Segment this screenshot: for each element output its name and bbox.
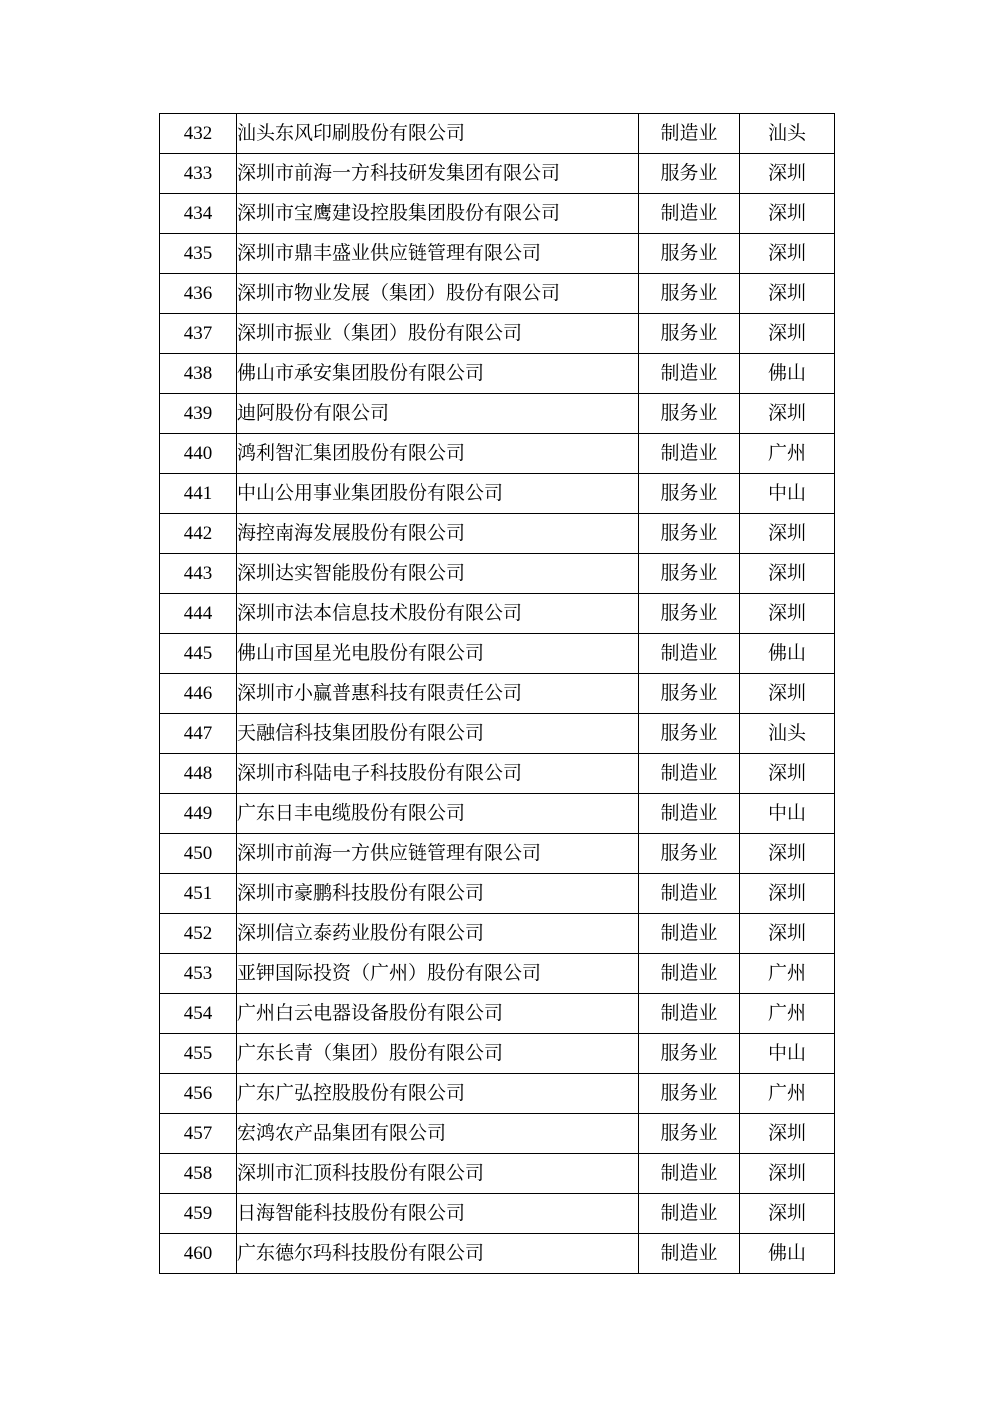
cell-city: 广州 (740, 954, 835, 994)
table-row (160, 994, 835, 1034)
table-row (160, 394, 835, 434)
cell-company-name: 深圳信立泰药业股份有限公司 (237, 914, 639, 954)
cell-city: 广州 (740, 1074, 835, 1114)
cell-index: 445 (160, 634, 237, 674)
cell-city: 深圳 (740, 514, 835, 554)
cell-index: 460 (160, 1234, 237, 1274)
cell-industry: 服务业 (639, 674, 740, 714)
cell-city: 佛山 (740, 634, 835, 674)
cell-industry: 服务业 (639, 1114, 740, 1154)
cell-industry: 服务业 (639, 274, 740, 314)
cell-city: 汕头 (740, 114, 835, 154)
cell-index: 448 (160, 754, 237, 794)
cell-company-name: 亚钾国际投资（广州）股份有限公司 (237, 954, 639, 994)
table-row (160, 514, 835, 554)
cell-industry: 服务业 (639, 474, 740, 514)
table-row (160, 714, 835, 754)
cell-city: 深圳 (740, 154, 835, 194)
cell-company-name: 天融信科技集团股份有限公司 (237, 714, 639, 754)
cell-index: 457 (160, 1114, 237, 1154)
cell-index: 453 (160, 954, 237, 994)
cell-index: 450 (160, 834, 237, 874)
table-row (160, 314, 835, 354)
cell-index: 435 (160, 234, 237, 274)
cell-industry: 服务业 (639, 514, 740, 554)
cell-city: 深圳 (740, 594, 835, 634)
cell-company-name: 汕头东风印刷股份有限公司 (237, 114, 639, 154)
cell-company-name: 佛山市承安集团股份有限公司 (237, 354, 639, 394)
cell-index: 447 (160, 714, 237, 754)
table-row (160, 1234, 835, 1274)
cell-index: 436 (160, 274, 237, 314)
cell-city: 深圳 (740, 834, 835, 874)
cell-index: 433 (160, 154, 237, 194)
cell-city: 汕头 (740, 714, 835, 754)
cell-industry: 制造业 (639, 794, 740, 834)
cell-city: 深圳 (740, 674, 835, 714)
cell-industry: 服务业 (639, 554, 740, 594)
cell-company-name: 深圳市振业（集团）股份有限公司 (237, 314, 639, 354)
cell-company-name: 深圳市法本信息技术股份有限公司 (237, 594, 639, 634)
cell-industry: 制造业 (639, 114, 740, 154)
table-row (160, 874, 835, 914)
cell-company-name: 中山公用事业集团股份有限公司 (237, 474, 639, 514)
cell-index: 446 (160, 674, 237, 714)
cell-city: 佛山 (740, 354, 835, 394)
company-list-table-wrapper (159, 113, 832, 1274)
cell-index: 449 (160, 794, 237, 834)
cell-industry: 制造业 (639, 434, 740, 474)
cell-company-name: 深圳市前海一方供应链管理有限公司 (237, 834, 639, 874)
cell-company-name: 深圳市科陆电子科技股份有限公司 (237, 754, 639, 794)
cell-city: 深圳 (740, 394, 835, 434)
cell-company-name: 日海智能科技股份有限公司 (237, 1194, 639, 1234)
cell-city: 深圳 (740, 234, 835, 274)
cell-city: 深圳 (740, 554, 835, 594)
cell-industry: 制造业 (639, 1154, 740, 1194)
cell-company-name: 广东长青（集团）股份有限公司 (237, 1034, 639, 1074)
table-row (160, 154, 835, 194)
cell-industry: 服务业 (639, 714, 740, 754)
cell-industry: 服务业 (639, 314, 740, 354)
table-row (160, 1114, 835, 1154)
cell-city: 广州 (740, 994, 835, 1034)
cell-company-name: 宏鸿农产品集团有限公司 (237, 1114, 639, 1154)
cell-city: 深圳 (740, 1154, 835, 1194)
table-row (160, 434, 835, 474)
table-row (160, 1194, 835, 1234)
cell-company-name: 广州白云电器设备股份有限公司 (237, 994, 639, 1034)
table-row (160, 114, 835, 154)
cell-index: 454 (160, 994, 237, 1034)
cell-city: 中山 (740, 794, 835, 834)
cell-city: 深圳 (740, 274, 835, 314)
cell-industry: 制造业 (639, 1194, 740, 1234)
cell-city: 广州 (740, 434, 835, 474)
cell-city: 深圳 (740, 914, 835, 954)
cell-industry: 服务业 (639, 234, 740, 274)
table-row (160, 474, 835, 514)
cell-city: 深圳 (740, 754, 835, 794)
cell-index: 451 (160, 874, 237, 914)
cell-company-name: 深圳市前海一方科技研发集团有限公司 (237, 154, 639, 194)
cell-company-name: 深圳市豪鹏科技股份有限公司 (237, 874, 639, 914)
cell-industry: 制造业 (639, 354, 740, 394)
cell-company-name: 深圳市小赢普惠科技有限责任公司 (237, 674, 639, 714)
table-row (160, 234, 835, 274)
cell-industry: 服务业 (639, 834, 740, 874)
table-row (160, 354, 835, 394)
cell-city: 深圳 (740, 194, 835, 234)
cell-index: 443 (160, 554, 237, 594)
cell-industry: 制造业 (639, 914, 740, 954)
cell-company-name: 迪阿股份有限公司 (237, 394, 639, 434)
company-list-table (159, 113, 835, 1274)
cell-industry: 制造业 (639, 754, 740, 794)
cell-index: 455 (160, 1034, 237, 1074)
cell-industry: 制造业 (639, 634, 740, 674)
cell-index: 442 (160, 514, 237, 554)
cell-industry: 服务业 (639, 394, 740, 434)
cell-industry: 制造业 (639, 1234, 740, 1274)
cell-industry: 制造业 (639, 874, 740, 914)
cell-company-name: 深圳市物业发展（集团）股份有限公司 (237, 274, 639, 314)
cell-index: 458 (160, 1154, 237, 1194)
cell-company-name: 深圳市宝鹰建设控股集团股份有限公司 (237, 194, 639, 234)
table-row (160, 754, 835, 794)
cell-industry: 服务业 (639, 594, 740, 634)
cell-industry: 制造业 (639, 194, 740, 234)
cell-index: 437 (160, 314, 237, 354)
table-row (160, 1034, 835, 1074)
table-row (160, 1154, 835, 1194)
cell-company-name: 海控南海发展股份有限公司 (237, 514, 639, 554)
cell-company-name: 深圳达实智能股份有限公司 (237, 554, 639, 594)
cell-index: 438 (160, 354, 237, 394)
cell-city: 佛山 (740, 1234, 835, 1274)
cell-industry: 服务业 (639, 154, 740, 194)
cell-index: 434 (160, 194, 237, 234)
table-row (160, 274, 835, 314)
cell-company-name: 深圳市汇顶科技股份有限公司 (237, 1154, 639, 1194)
cell-index: 444 (160, 594, 237, 634)
cell-index: 440 (160, 434, 237, 474)
cell-company-name: 广东广弘控股股份有限公司 (237, 1074, 639, 1114)
table-body (160, 114, 835, 1274)
cell-city: 深圳 (740, 314, 835, 354)
cell-industry: 服务业 (639, 1074, 740, 1114)
table-row (160, 554, 835, 594)
cell-city: 深圳 (740, 874, 835, 914)
cell-index: 441 (160, 474, 237, 514)
table-row (160, 1074, 835, 1114)
cell-index: 456 (160, 1074, 237, 1114)
table-row (160, 594, 835, 634)
cell-company-name: 深圳市鼎丰盛业供应链管理有限公司 (237, 234, 639, 274)
cell-company-name: 广东德尔玛科技股份有限公司 (237, 1234, 639, 1274)
cell-city: 深圳 (740, 1194, 835, 1234)
table-row (160, 674, 835, 714)
table-row (160, 194, 835, 234)
cell-industry: 服务业 (639, 1034, 740, 1074)
table-row (160, 634, 835, 674)
cell-city: 中山 (740, 474, 835, 514)
table-row (160, 914, 835, 954)
cell-industry: 制造业 (639, 994, 740, 1034)
cell-company-name: 鸿利智汇集团股份有限公司 (237, 434, 639, 474)
cell-city: 深圳 (740, 1114, 835, 1154)
cell-index: 452 (160, 914, 237, 954)
table-row (160, 954, 835, 994)
cell-index: 432 (160, 114, 237, 154)
cell-industry: 制造业 (639, 954, 740, 994)
cell-company-name: 佛山市国星光电股份有限公司 (237, 634, 639, 674)
cell-index: 439 (160, 394, 237, 434)
table-row (160, 834, 835, 874)
cell-company-name: 广东日丰电缆股份有限公司 (237, 794, 639, 834)
cell-index: 459 (160, 1194, 237, 1234)
table-row (160, 794, 835, 834)
cell-city: 中山 (740, 1034, 835, 1074)
